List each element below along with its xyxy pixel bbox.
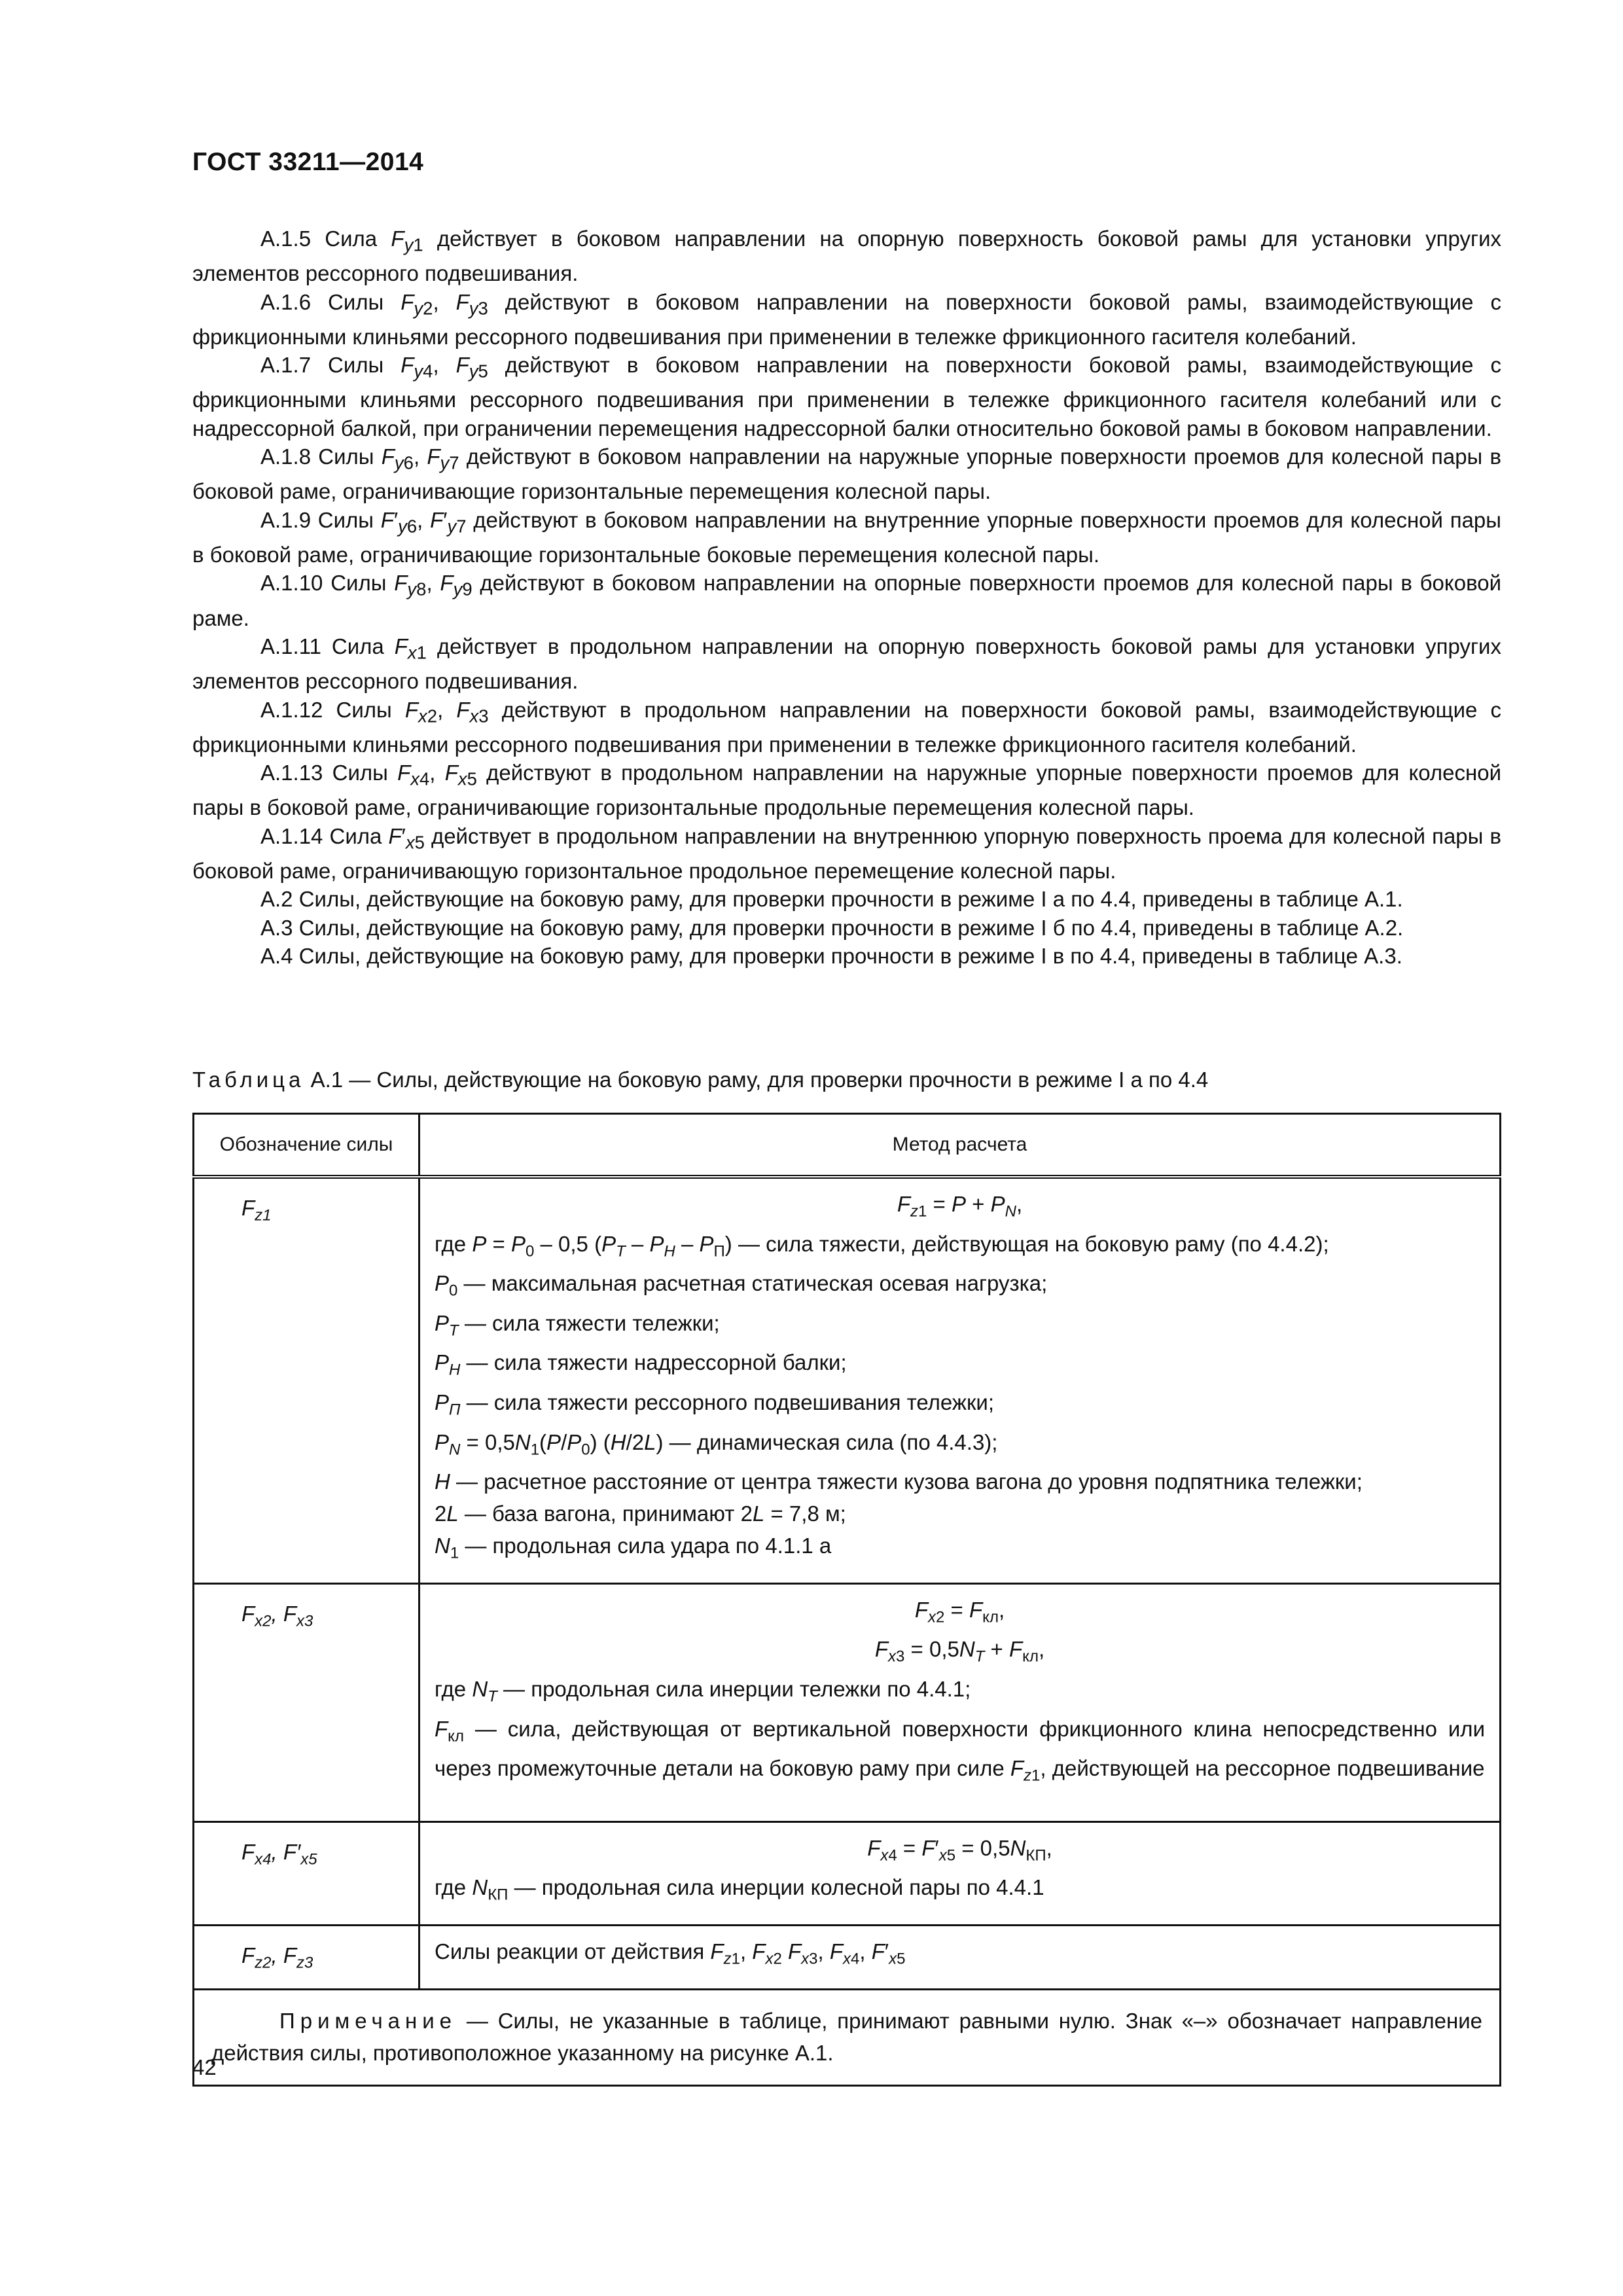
method-line: $P_T$ — сила тяжести тележки;	[435, 1310, 720, 1340]
formula: $F_{x3} = 0,5N_T + F_{кл}$,	[874, 1637, 1045, 1666]
paragraph-a-1-13: А.1.13 Силы $F_{x4}$, $F_{x5}$ действуют в продольном направлении на наружные упорные поверхности проемов для колесной пары в боковой раме, ограничивающие горизонтальные продольные перемещения колесной пары.	[192, 761, 1501, 820]
paragraph-a-1-9: А.1.9 Силы $F'_{y6}$, $F'_{y7}$ действуют в боковом направлении на внутренние упорные поверхности проемов для колесной пары в боковой раме, ограничивающие горизонтальные боковые перемещения колесной пары.	[192, 507, 1501, 567]
table-row	[194, 1177, 1501, 1583]
document-header: ГОСТ 33211—2014	[192, 148, 424, 176]
method-line: $P_H$ — сила тяжести надрессорной балки;	[435, 1350, 847, 1379]
force-symbol: $F_{z1}$	[194, 1177, 419, 1583]
table-note	[194, 1989, 1501, 2085]
table-caption-text: А.1 — Силы, действующие на боковую раму, для проверки прочности в режиме I а по 4.4	[310, 1067, 1209, 1092]
method-line: где $N_T$ — продольная сила инерции тележки по 4.4.1;	[435, 1676, 971, 1706]
table-header-row	[194, 1114, 1501, 1177]
table-note-row	[194, 1989, 1501, 2085]
paragraph-a-2: А.2 Силы, действующие на боковую раму, для проверки прочности в режиме I а по 4.4, приведены в таблице А.1.	[260, 887, 1403, 912]
paragraph-a-1-11: А.1.11 Сила $F_{x1}$ действует в продольном направлении на опорную поверхность боковой рамы для установки упругих элементов рессорного подвешивания.	[192, 634, 1501, 694]
formula: $F_{z1} = P + P_N$,	[897, 1192, 1023, 1221]
table-row	[194, 1583, 1501, 1821]
method-line: $P_N = 0,5N_1(P/P_0)$ (H/2L) — динамическая сила (по 4.4.3);	[435, 1429, 998, 1459]
force-symbol: $F_{z2}$, $F_{z3}$	[194, 1925, 419, 1989]
paragraph-a-1-7: А.1.7 Силы $F_{y4}$, $F_{y5}$ действуют в боковом направлении на поверхности боковой рамы, взаимодействующие с фрикционными клиньями рессорного подвешивания при применении в тележке фрикционного гасителя колебаний или с надрессорной балкой, при ограничении перемещения надрессорной балки относительно боковой рамы в боковом направлении.	[192, 353, 1501, 440]
table-caption	[192, 1066, 1208, 1094]
note-text: — Силы, не указанные в таблице, принимают равными нулю. Знак «–» обозначает направление действия силы, противоположное указанному на рисунке А.1.	[211, 2008, 1482, 2065]
method-cell	[419, 1583, 1501, 1821]
method-line: $P_П$ — сила тяжести рессорного подвешивания тележки;	[435, 1390, 995, 1419]
method-line: $F_{кл}$ — сила, действующая от вертикальной поверхности фрикционного клина непосредственно или через промежуточные детали на боковую раму при силе $F_{z1}$, действующей на рессорное подвешивание	[435, 1716, 1485, 1785]
page-number: 42	[192, 2055, 217, 2079]
method-line: где $N_{КП}$ — продольная сила инерции колесной пары по 4.4.1	[435, 1875, 1044, 1904]
method-line: где $P = P_0 - 0,5$ $(P_T - P_H - P_П)$ — сила тяжести, действующая на боковую раму (по 4.4.2);	[435, 1231, 1329, 1261]
method-line: 2L — база вагона, принимают 2L = 7,8 м;	[435, 1501, 846, 1526]
paragraph-a-1-10: А.1.10 Силы $F_{y8}$, $F_{y9}$ действуют в боковом направлении на опорные поверхности проемов для колесной пары в боковой раме.	[192, 571, 1502, 630]
forces-table	[192, 1113, 1501, 2087]
table-row	[194, 1821, 1501, 1925]
force-symbol: $F_{x2}$, $F_{x3}$	[194, 1583, 419, 1821]
method-cell	[419, 1821, 1501, 1925]
method-cell	[419, 1177, 1501, 1583]
note-label: Примечание	[279, 2008, 457, 2033]
formula: $F_{x4} = F'_{x5} = 0,5N_{КП}$,	[867, 1835, 1052, 1865]
paragraph-a-1-6: А.1.6 Силы $F_{y2}$, $F_{y3}$ действуют в боковом направлении на поверхности боковой рамы, взаимодействующие с фрикционными клиньями рессорного подвешивания при применении в тележке фрикционного гасителя колебаний.	[192, 289, 1501, 349]
method-line: $N_1$ — продольная сила удара по 4.1.1 а	[435, 1534, 832, 1562]
col-header-symbol: Обозначение силы	[194, 1114, 419, 1177]
col-header-method: Метод расчета	[419, 1114, 1501, 1177]
method-line: Силы реакции от действия $F_{z1}$, $F_{x2}$ $F_{x3}$, $F_{x4}$, $F'_{x5}$	[435, 1939, 906, 1968]
paragraph-a-3: А.3 Силы, действующие на боковую раму, для проверки прочности в режиме I б по 4.4, приведены в таблице А.2.	[260, 915, 1404, 940]
paragraph-a-1-8: А.1.8 Силы $F_{y6}$, $F_{y7}$ действуют в боковом направлении на наружные упорные поверхности проемов для колесной пары в боковой раме, ограничивающие горизонтальные перемещения колесной пары.	[192, 444, 1502, 504]
method-line: $P_0$ — максимальная расчетная статическая осевая нагрузка;	[435, 1271, 1048, 1300]
paragraph-a-1-5: А.1.5 Сила $F_{y1}$ действует в боковом направлении на опорную поверхность боковой рамы для установки упругих элементов рессорного подвешивания.	[192, 226, 1502, 286]
table-label: Таблица	[192, 1067, 305, 1092]
method-line: H — расчетное расстояние от центра тяжести кузова вагона до уровня подпятника тележки;	[435, 1469, 1363, 1494]
paragraph-a-1-14: А.1.14 Сила $F'_{x5}$ действует в продольном направлении на внутреннюю упорную поверхность проема для колесной пары в боковой раме, ограничивающую горизонтальное продольное перемещение колесной пары.	[192, 823, 1501, 883]
method-cell	[419, 1925, 1501, 1989]
paragraph-a-4: А.4 Силы, действующие на боковую раму, для проверки прочности в режиме I в по 4.4, приведены в таблице А.3.	[260, 944, 1402, 969]
table-row	[194, 1925, 1501, 1989]
force-symbol: $F_{x4}$, $F'_{x5}$	[194, 1821, 419, 1925]
body-text	[192, 224, 1501, 971]
formula: $F_{x2} = F_{кл}$,	[914, 1597, 1005, 1626]
paragraph-a-1-12: А.1.12 Силы $F_{x2}$, $F_{x3}$ действуют в продольном направлении на поверхности боковой рамы, взаимодействующие с фрикционными клиньями рессорного подвешивания при применении в тележке фрикционного гасителя колебаний.	[192, 697, 1502, 757]
